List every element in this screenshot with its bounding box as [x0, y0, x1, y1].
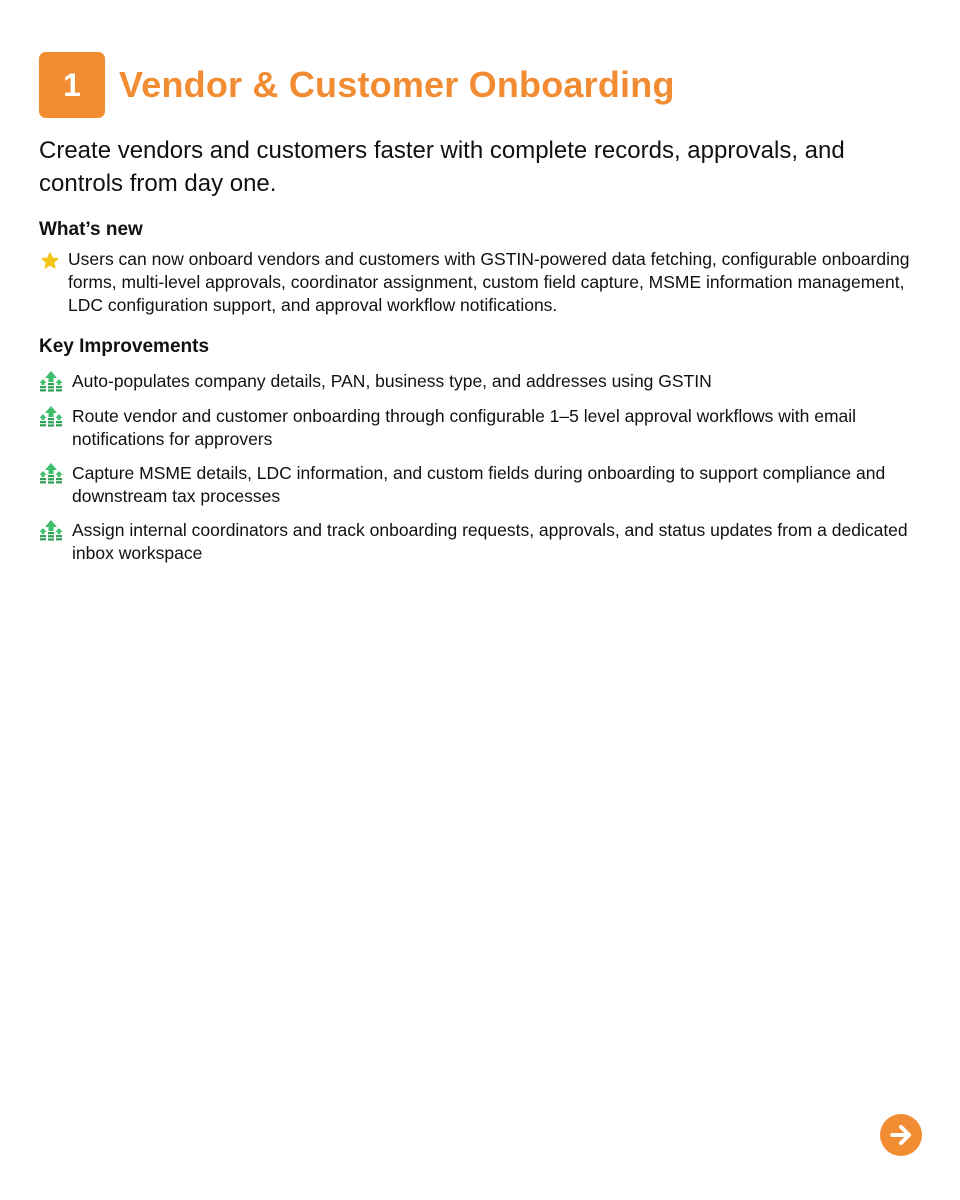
next-page-button[interactable]	[880, 1114, 922, 1156]
arrow-right-icon	[886, 1120, 916, 1150]
whats-new-heading: What’s new	[39, 219, 143, 240]
section-number-badge	[39, 52, 105, 118]
improvement-text: Capture MSME details, LDC information, and custom fields during onboarding to support compliance and downstream tax processes	[72, 463, 886, 506]
star-icon	[39, 250, 61, 272]
whats-new-item	[39, 248, 919, 317]
page-subtitle: Create vendors and customers faster with complete records, approvals, and controls from day one.	[39, 137, 845, 197]
list-item	[39, 370, 919, 394]
key-improvements-list	[39, 370, 919, 576]
improvement-text: Auto-populates company details, PAN, business type, and addresses using GSTIN	[72, 371, 712, 391]
section-number: 1	[63, 66, 81, 103]
list-item	[39, 462, 919, 508]
list-item	[39, 519, 919, 565]
whats-new-text: Users can now onboard vendors and customers with GSTIN-powered data fetching, configurable onboarding forms, multi-level approvals, coordinator assignment, custom field capture, MSME information management, LDC configuration support, and approval workflow notifications.	[68, 249, 910, 315]
growth-chart-icon	[39, 405, 63, 429]
improvement-text: Assign internal coordinators and track onboarding requests, approvals, and status updates from a dedicated inbox workspace	[72, 520, 908, 563]
key-improvements-heading: Key Improvements	[39, 336, 210, 357]
growth-chart-icon	[39, 462, 63, 486]
page-title: Vendor & Customer Onboarding	[119, 64, 675, 105]
list-item	[39, 405, 919, 451]
improvement-text: Route vendor and customer onboarding through configurable 1–5 level approval workflows with email notifications for approvers	[72, 406, 857, 449]
section-header	[39, 52, 675, 118]
growth-chart-icon	[39, 370, 63, 394]
growth-chart-icon	[39, 519, 63, 543]
